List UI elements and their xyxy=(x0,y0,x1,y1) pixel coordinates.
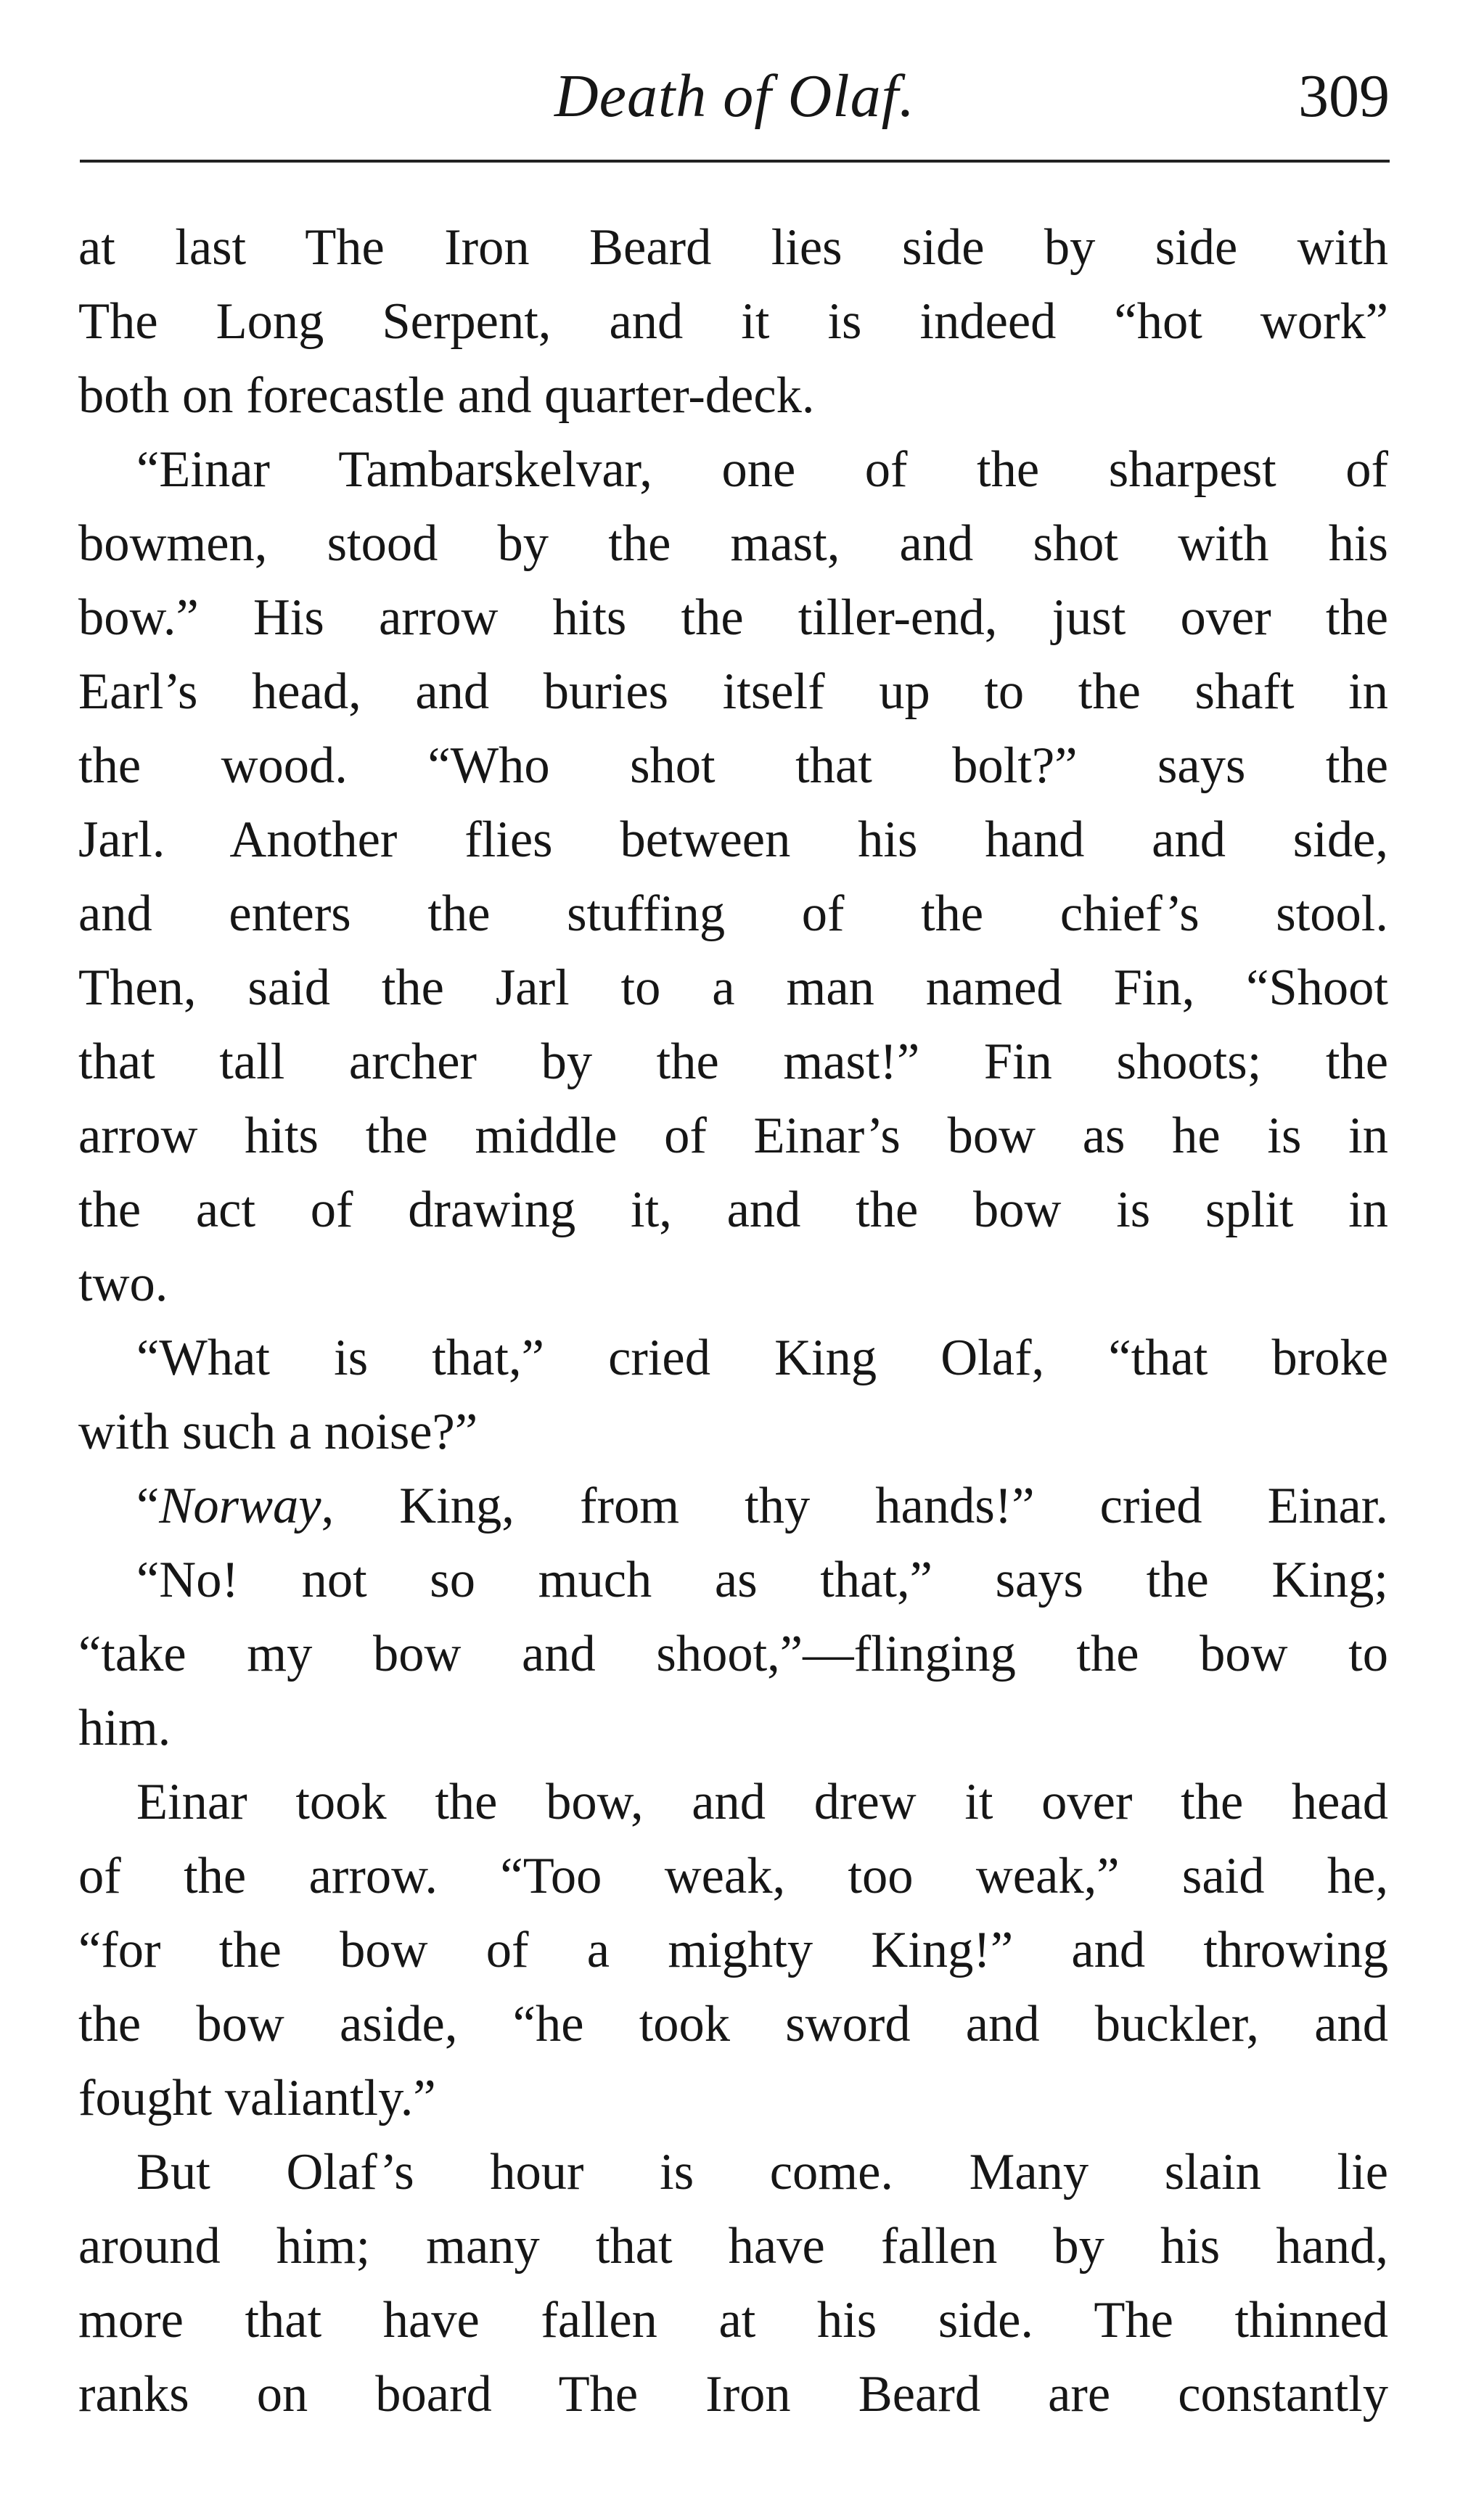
text-line: ranks on board The Iron Beard are constantly xyxy=(78,2366,1388,2423)
text-line: bow.” His arrow hits the tiller-end, just over the xyxy=(78,589,1388,646)
running-head xyxy=(80,57,1390,136)
text-line: bowmen, stood by the mast, and shot with his xyxy=(78,515,1388,572)
text-line: “What is that,” cried King Olaf, “that broke xyxy=(136,1330,1388,1386)
header-rule xyxy=(80,160,1390,163)
text-line: arrow hits the middle of Einar’s bow as he is in xyxy=(78,1107,1388,1164)
text-line: “Norway, King, from thy hands!” cried Einar. xyxy=(136,1478,1388,1534)
text-line: Einar took the bow, and drew it over the head xyxy=(136,1774,1388,1830)
text-line: Earl’s head, and buries itself up to the shaft in xyxy=(78,663,1388,720)
text-line: the bow aside, “he took sword and buckler, and xyxy=(78,1996,1388,2052)
text-line: “for the bow of a mighty King!” and throwing xyxy=(78,1922,1388,1978)
text-line: of the arrow. “Too weak, too weak,” said he, xyxy=(78,1848,1388,1904)
text-line: both on forecastle and quarter-deck. xyxy=(78,367,815,424)
text-line: more that have fallen at his side. The thinned xyxy=(78,2292,1388,2349)
text-line: “take my bow and shoot,”—flinging the bow to xyxy=(78,1626,1388,1682)
text-line: and enters the stuffing of the chief’s stool. xyxy=(78,885,1388,942)
text-line: Then, said the Jarl to a man named Fin, “Shoot xyxy=(78,959,1388,1016)
text-line: fought valiantly.” xyxy=(78,2070,436,2126)
text-line: The Long Serpent, and it is indeed “hot work” xyxy=(78,293,1388,350)
text-line: him. xyxy=(78,1700,171,1756)
text-line: at last The Iron Beard lies side by side with xyxy=(78,219,1388,276)
text-line: with such a noise?” xyxy=(78,1404,478,1460)
running-title: Death of Olaf. xyxy=(554,62,915,130)
text-line: “Einar Tambarskelvar, one of the sharpest of xyxy=(136,441,1388,498)
text-line: the act of drawing it, and the bow is split in xyxy=(78,1182,1388,1238)
emphasis-norway: Norway xyxy=(159,1478,321,1534)
body-text xyxy=(78,210,1388,2431)
text-line: Jarl. Another flies between his hand and side, xyxy=(78,811,1388,868)
text-line: two. xyxy=(78,1256,168,1312)
text-line: “No! not so much as that,” says the King; xyxy=(136,1552,1388,1608)
text-line: that tall archer by the mast!” Fin shoots; the xyxy=(78,1033,1388,1090)
page-number: 309 xyxy=(1298,62,1390,130)
text-line: But Olaf’s hour is come. Many slain lie xyxy=(136,2144,1388,2200)
text-line: the wood. “Who shot that bolt?” says the xyxy=(78,737,1388,794)
text-line: around him; many that have fallen by his hand, xyxy=(78,2218,1388,2275)
